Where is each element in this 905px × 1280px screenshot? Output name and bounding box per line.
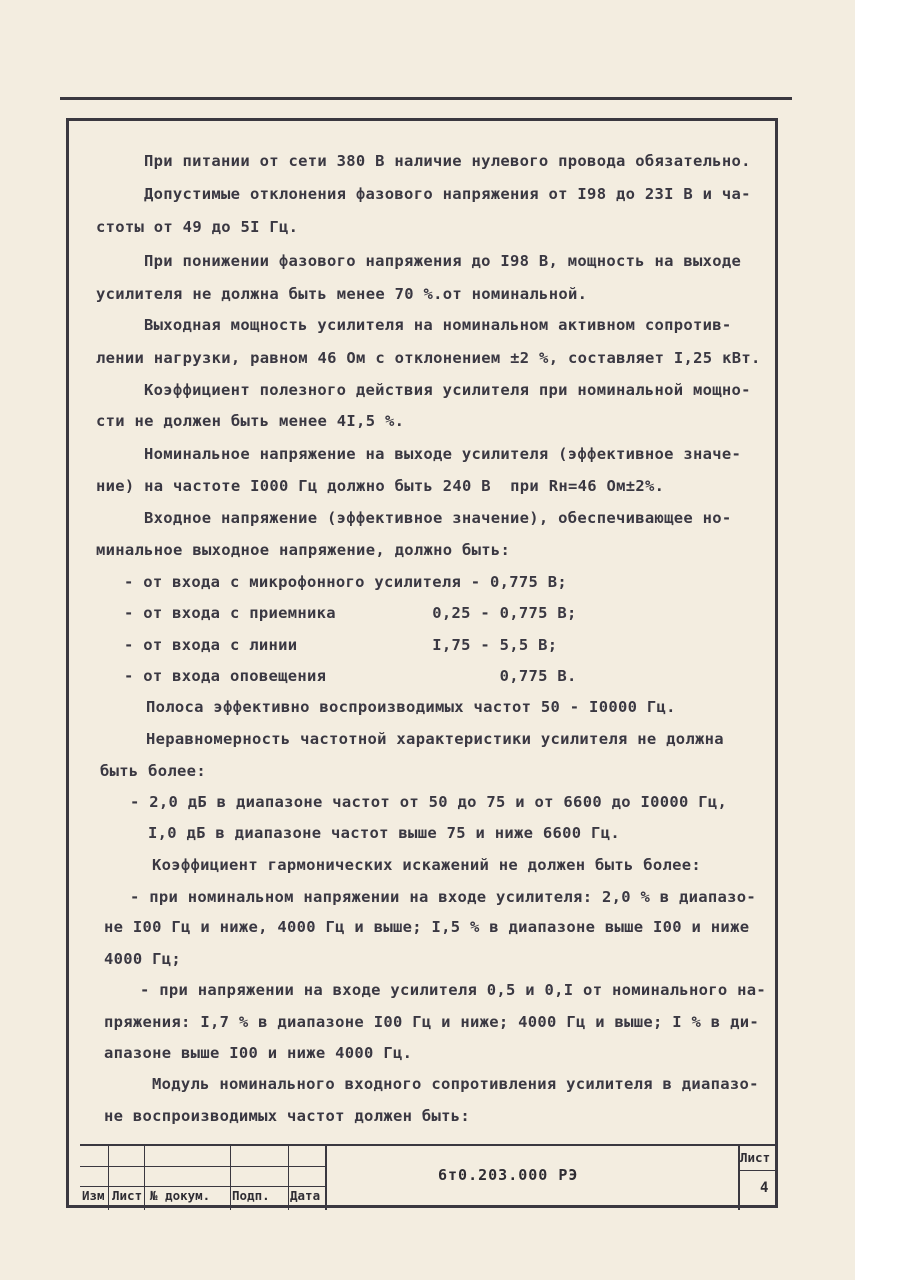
text-line: Модуль номинального входного сопротивления усилителя в диапазо- bbox=[152, 1075, 759, 1093]
list-item: - от входа с микрофонного усилителя - 0,775 В; bbox=[124, 573, 568, 591]
text-line: лении нагрузки, равном 46 Ом с отклонением ±2 %, составляет I,25 кВт. bbox=[96, 349, 761, 367]
text-line: минальное выходное напряжение, должно быть: bbox=[96, 541, 511, 559]
text-line: быть более: bbox=[100, 762, 206, 780]
list-item: - 2,0 дБ в диапазоне частот от 50 до 75 и от 6600 до I0000 Гц, bbox=[130, 793, 728, 811]
document-code: 6т0.203.000 РЭ bbox=[438, 1166, 579, 1184]
col-change-label: Изм bbox=[82, 1188, 105, 1203]
text-line: стоты от 49 до 5I Гц. bbox=[96, 218, 299, 236]
list-item: - от входа оповещения 0,775 В. bbox=[124, 667, 577, 685]
text-line: При понижении фазового напряжения до I98 В, мощность на выходе bbox=[144, 252, 742, 270]
text-line: пряжения: I,7 % в диапазоне I00 Гц и ниже; 4000 Гц и выше; I % в ди- bbox=[104, 1013, 759, 1031]
text-line: Входное напряжение (эффективное значение), обеспечивающее но- bbox=[144, 509, 732, 527]
text-line: не I00 Гц и ниже, 4000 Гц и выше; I,5 % в диапазоне выше I00 и ниже bbox=[104, 918, 750, 936]
col-doc-number-label: № докум. bbox=[150, 1188, 211, 1203]
text-line: Допустимые отклонения фазового напряжения от I98 до 23I В и ча- bbox=[144, 185, 751, 203]
text-line: Коэффициент гармонических искажений не должен быть более: bbox=[152, 856, 702, 874]
text-line: I,0 дБ в диапазоне частот выше 75 и ниже 6600 Гц. bbox=[148, 824, 620, 842]
text-line: Номинальное напряжение на выходе усилителя (эффективное значе- bbox=[144, 445, 742, 463]
list-item: - от входа с линии I,75 - 5,5 В; bbox=[124, 636, 558, 654]
text-line: 4000 Гц; bbox=[104, 950, 182, 968]
paper-edge bbox=[855, 0, 905, 1280]
col-date-label: Дата bbox=[290, 1188, 321, 1203]
list-item: - при номинальном напряжении на входе усилителя: 2,0 % в диапазо- bbox=[130, 888, 757, 906]
text-line: сти не должен быть менее 4I,5 %. bbox=[96, 412, 405, 430]
sheet-number: 4 bbox=[760, 1180, 769, 1196]
text-line: ние) на частоте I000 Гц должно быть 240 В при Rн=46 Ом±2%. bbox=[96, 477, 665, 495]
col-sheet-label: Лист bbox=[112, 1188, 143, 1203]
sheet-label: Лист bbox=[740, 1150, 771, 1165]
outer-border-line bbox=[60, 97, 792, 100]
text-line: усилителя не должна быть менее 70 %.от номинальной. bbox=[96, 285, 588, 303]
text-line: апазоне выше I00 и ниже 4000 Гц. bbox=[104, 1044, 413, 1062]
text-line: Неравномерность частотной характеристики усилителя не должна bbox=[146, 730, 724, 748]
text-line: не воспроизводимых частот должен быть: bbox=[104, 1107, 471, 1125]
text-line: Полоса эффективно воспроизводимых частот 50 - I0000 Гц. bbox=[146, 698, 676, 716]
list-item: - от входа с приемника 0,25 - 0,775 В; bbox=[124, 604, 577, 622]
title-block bbox=[80, 1144, 778, 1210]
text-line: При питании от сети 380 В наличие нулевого провода обязательно. bbox=[144, 152, 751, 170]
list-item: - при напряжении на входе усилителя 0,5 и 0,I от номинального на- bbox=[140, 981, 767, 999]
col-signature-label: Подп. bbox=[232, 1188, 270, 1203]
text-line: Коэффициент полезного действия усилителя при номинальной мощно- bbox=[144, 381, 751, 399]
text-line: Выходная мощность усилителя на номинальном активном сопротив- bbox=[144, 316, 732, 334]
